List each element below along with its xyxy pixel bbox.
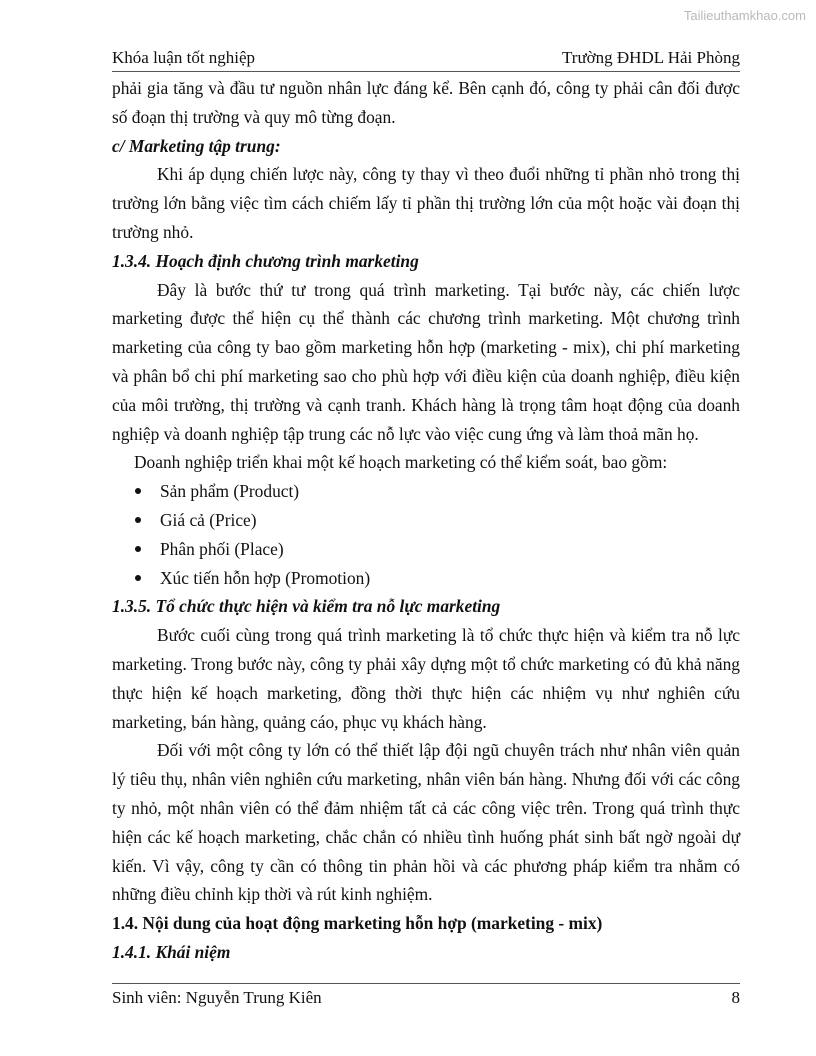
paragraph-intro: phải gia tăng và đầu tư nguồn nhân lực đáng kể. Bên cạnh đó, công ty phải cân đối được số đoạn thị trường và quy mô từng đoạn. (112, 78, 740, 127)
heading-1-3-5: 1.3.5. Tổ chức thực hiện và kiểm tra nỗ lực marketing (112, 596, 501, 617)
bullet-icon (135, 517, 141, 523)
paragraph-list-intro: Doanh nghiệp triển khai một kế hoạch marketing có thể kiểm soát, bao gồm: (134, 452, 668, 473)
footer-student-name: Sinh viên: Nguyễn Trung Kiên (112, 988, 322, 1007)
heading-1-4-1: 1.4.1. Khái niệm (112, 941, 231, 962)
page-content (112, 74, 740, 967)
paragraph-1-3-5-a: Bước cuối cùng trong quá trình marketing là tổ chức thực hiện và kiểm tra nỗ lực marketing. Trong bước này, công ty phải xây dựng một tổ chức marketing có đủ khả năng thực hiện kế hoạch marketing, đồng thời thực hiện các nhiệm vụ như nghiên cứu marketing, bán hàng, quảng cáo, phục vụ khách hàng. (112, 625, 740, 732)
paragraph-1-3-5-b: Đối với một công ty lớn có thể thiết lập đội ngũ chuyên trách như nhân viên quản lý tiêu thụ, nhân viên nghiên cứu marketing, nhân viên bán hàng. Nhưng đối với các công ty nhỏ, một nhân viên có thể đảm nhiệm tất cả các công việc trên. Trong quá trình thực hiện các kế hoạch marketing, chắc chắn có nhiều tình huống phát sinh bất ngờ ngoài dự kiến. Vì vậy, công ty cần có thông tin phản hồi và các phương pháp kiểm tra nhằm có những điều chỉnh kịp thời và rút kinh nghiệm. (112, 740, 740, 905)
watermark: Tailieuthamkhao.com (683, 8, 806, 23)
heading-concentrated-marketing: c/ Marketing tập trung: (112, 135, 281, 156)
page-footer (112, 983, 740, 1008)
list-item: Phân phối (Place) (112, 535, 740, 564)
page-header (112, 48, 740, 72)
paragraph-concentrated-marketing: Khi áp dụng chiến lược này, công ty thay vì theo đuổi những tỉ phần nhỏ trong thị trường lớn bằng việc tìm cách chiếm lấy tỉ phần thị trường lớn của một hoặc vài đoạn thị trường nhỏ. (112, 164, 740, 242)
header-university: Trường ĐHDL Hải Phòng (562, 48, 740, 67)
marketing-mix-list (112, 477, 740, 592)
header-thesis-title: Khóa luận tốt nghiệp (112, 48, 256, 67)
list-item: Xúc tiến hỗn hợp (Promotion) (112, 564, 740, 593)
heading-1-4: 1.4. Nội dung của hoạt động marketing hỗn hợp (marketing - mix) (112, 913, 603, 934)
heading-1-3-4: 1.3.4. Hoạch định chương trình marketing (112, 250, 419, 271)
paragraph-1-3-4: Đây là bước thứ tư trong quá trình marketing. Tại bước này, các chiến lược marketing được thể hiện cụ thể thành các chương trình marketing. Một chương trình marketing của công ty bao gồm marketing hỗn hợp (marketing - mix), chi phí marketing và phân bổ chi phí marketing sao cho phù hợp với điều kiện của doanh nghiệp, điều kiện của môi trường, thị trường và cạnh tranh. Khách hàng là trọng tâm hoạt động của doanh nghiệp và doanh nghiệp tập trung các nỗ lực vào việc cung ứng và làm thoả mãn họ. (112, 279, 740, 444)
bullet-icon (135, 546, 141, 552)
list-item: Giá cả (Price) (112, 506, 740, 535)
page-number: 8 (731, 988, 740, 1007)
bullet-icon (135, 575, 141, 581)
list-item: Sản phẩm (Product) (112, 477, 740, 506)
